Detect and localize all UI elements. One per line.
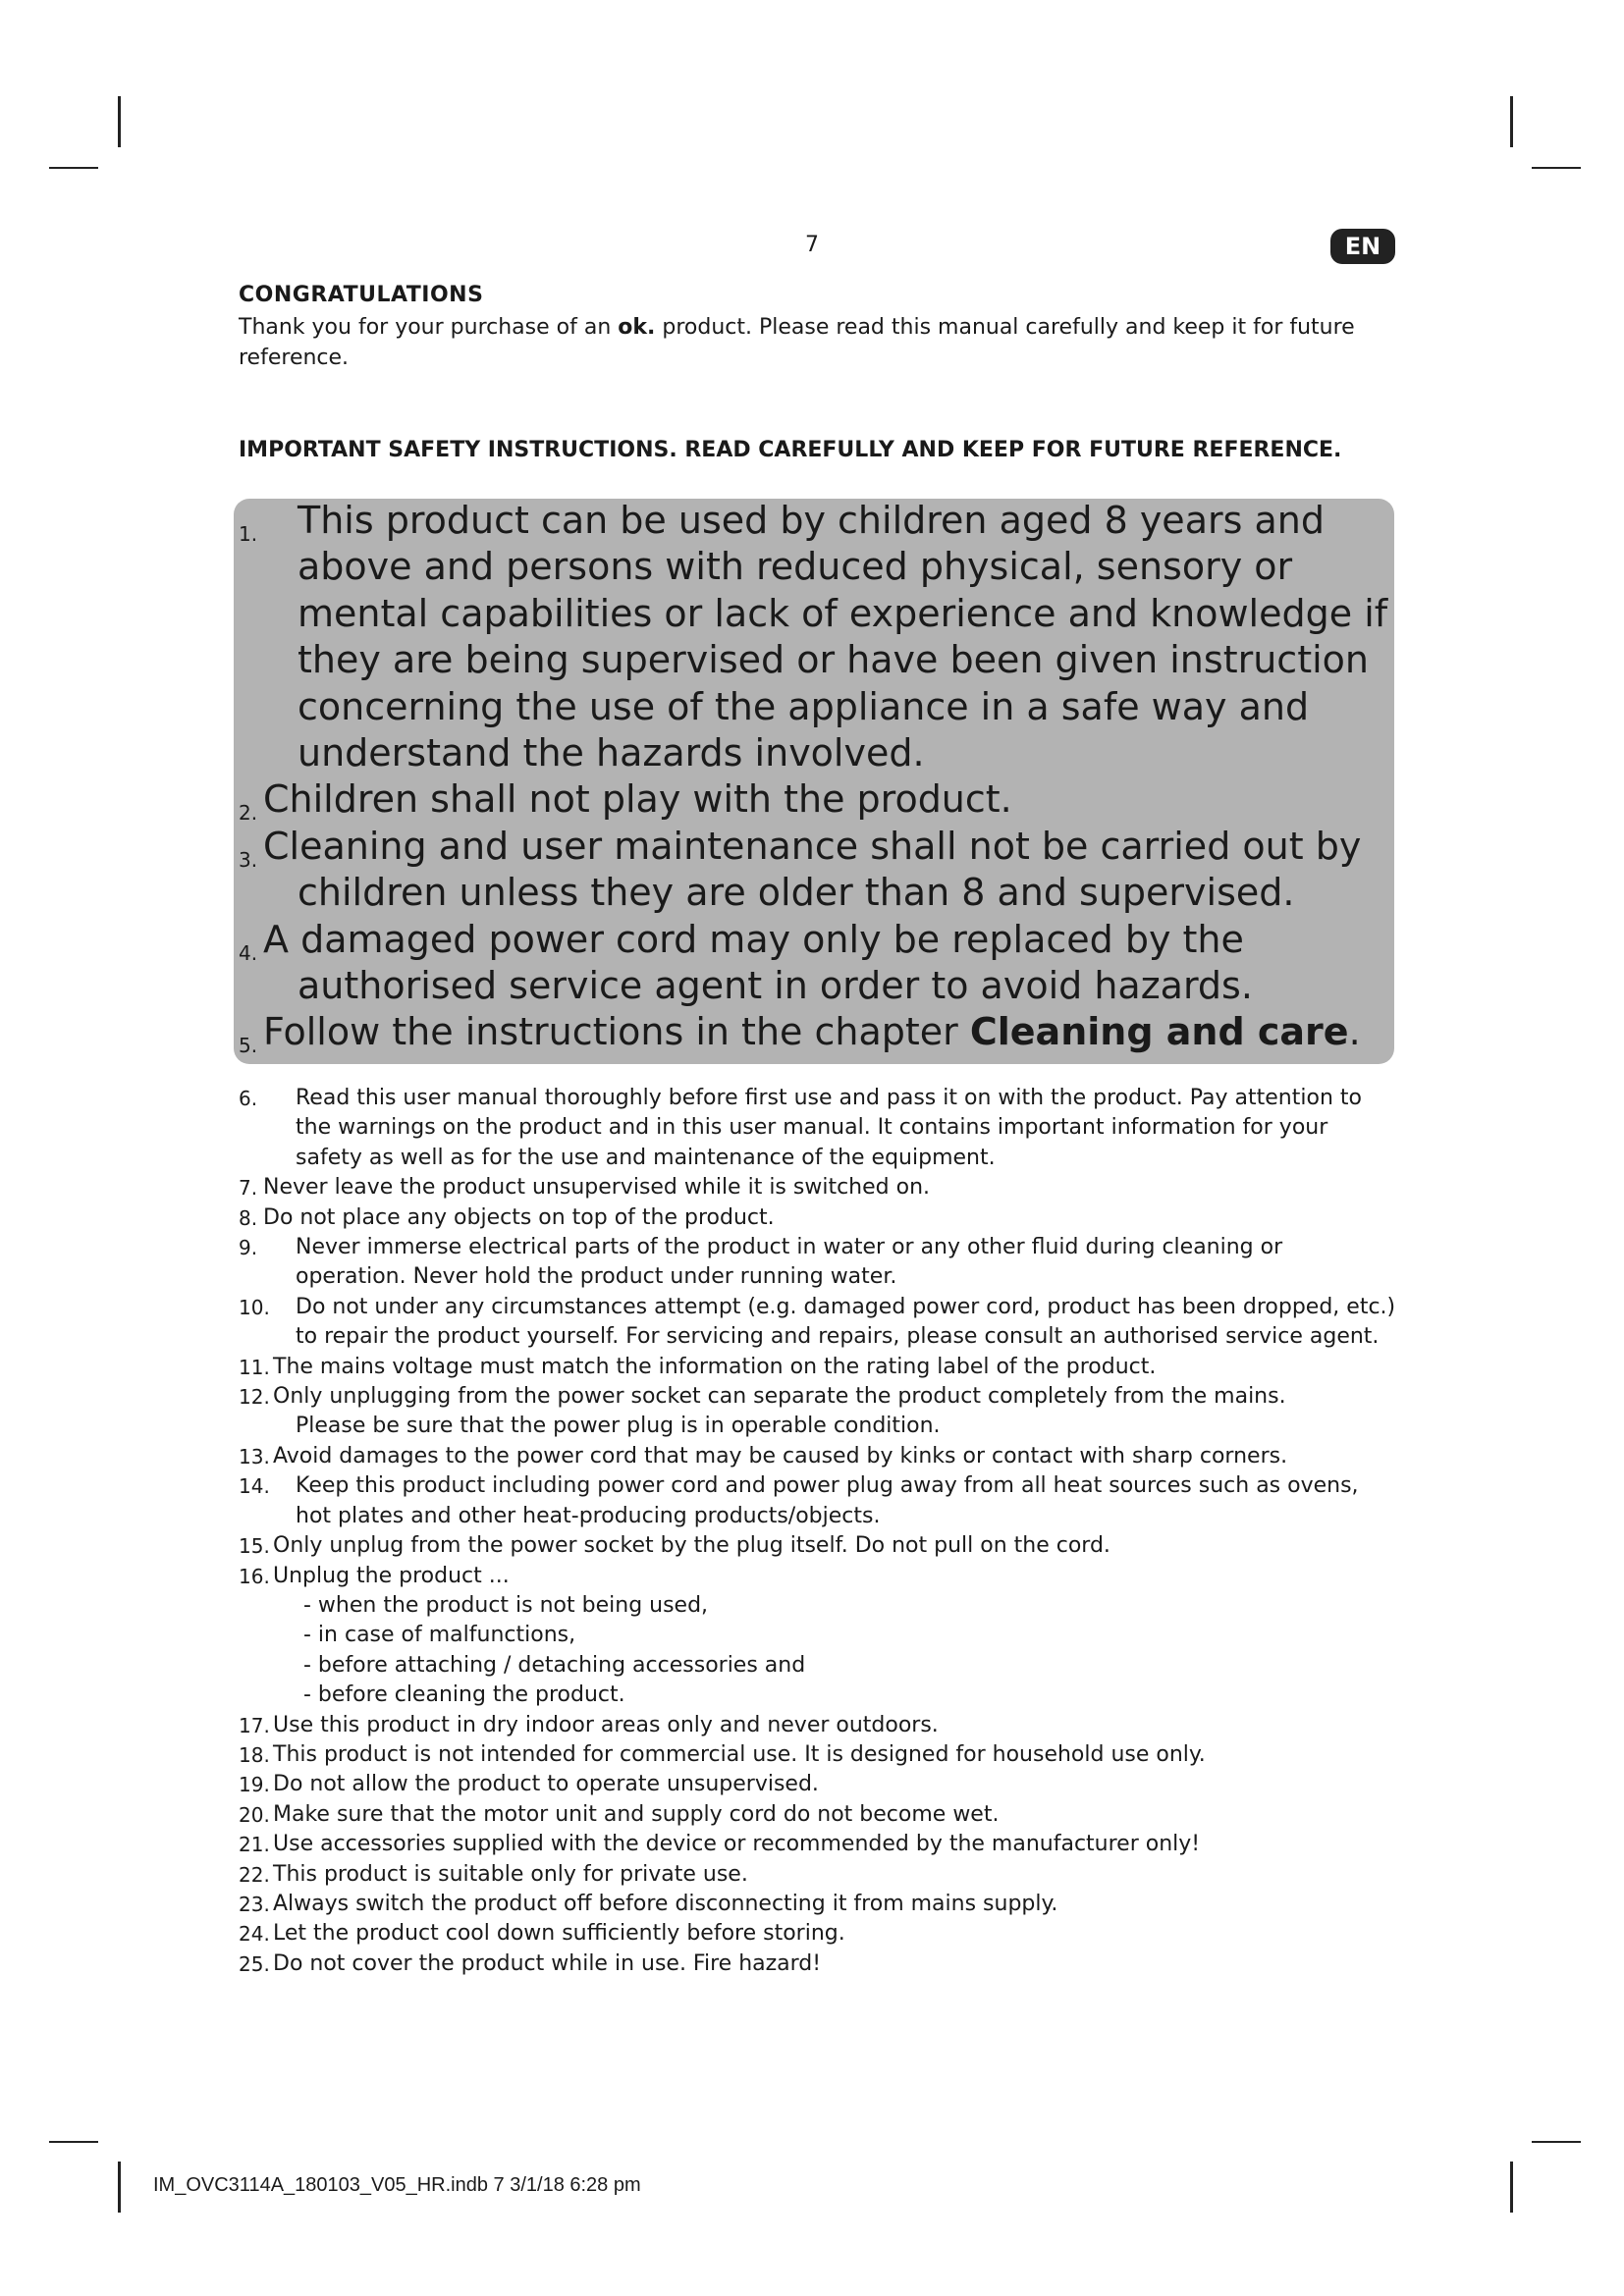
item-text: Do not under any circumstances attempt (e.g. damaged power cord, product has been dropped, etc.) to repair the product yourself. For servicing and repairs, please consult an authorised service agent. [296,1294,1396,1350]
item-number: 18. [239,1742,270,1767]
chapter-name: Cleaning and care [969,1010,1349,1054]
item-text: Unplug the product ... [273,1563,510,1588]
item-text: Never immerse electrical parts of the product in water or any other fluid during cleaning or operation. Never hold the product under running water. [296,1235,1283,1290]
list-item [239,1890,1397,1919]
item-number: 6. [239,1087,258,1110]
list-item [239,1442,1397,1471]
list-item [239,1173,1397,1202]
item-number: 13. [239,1444,270,1468]
sub-item: - in case of malfunctions, [303,1623,576,1648]
item-number: 1. [239,522,258,546]
crop-mark [1532,2141,1581,2143]
item-text: Let the product cool down sufficiently before storing. [273,1921,845,1947]
item-text: Always switch the product off before disconnecting it from mains supply. [273,1891,1058,1916]
crop-mark [49,167,98,169]
item-number: 20. [239,1802,270,1827]
list-item [239,917,1395,1010]
item-text: Do not allow the product to operate unsupervised. [273,1772,819,1797]
item-number: 19. [239,1773,270,1797]
list-item [239,1531,1397,1561]
item-text: Never leave the product unsupervised while it is switched on. [263,1175,931,1201]
text-before-chapter: Follow the instructions in the chapter [263,1010,970,1054]
list-item [239,1830,1397,1859]
item-number: 3. [239,847,258,872]
list-item [239,1382,1397,1442]
item-number: 16. [239,1564,270,1588]
list-item [239,1471,1397,1531]
item-number: 9. [239,1236,258,1260]
item-number: 12. [239,1385,270,1410]
highlighted-instructions [239,498,1395,1056]
brand-name: ok. [618,315,656,340]
list-item [239,1293,1397,1353]
item-text: The mains voltage must match the information on the rating label of the product. [273,1354,1157,1379]
list-item [239,1740,1397,1770]
sub-item: - before attaching / detaching accessories and [303,1652,806,1678]
list-item [239,1203,1397,1233]
item-number: 5. [239,1034,258,1058]
list-item [239,1800,1397,1830]
item-number: 21. [239,1833,270,1857]
item-text: Do not cover the product while in use. Fire hazard! [273,1950,822,1976]
page-number: 7 [805,233,819,257]
item-number: 7. [239,1176,258,1201]
item-line: authorised service agent in order to avoid hazards. [298,964,1253,1008]
item-line: Only unplugging from the power socket can separate the product completely from the mains. [273,1384,1286,1410]
crop-mark [1510,2162,1513,2213]
sub-item: - before cleaning the product. [303,1682,625,1708]
safety-heading: IMPORTANT SAFETY INSTRUCTIONS. READ CAREFULLY AND KEEP FOR FUTURE REFERENCE. [239,438,1342,462]
crop-mark [1532,167,1581,169]
item-text: Only unplug from the power socket by the plug itself. Do not pull on the cord. [273,1533,1110,1559]
item-text: Keep this product including power cord and power plug away from all heat sources such as ovens, hot plates and other heat-producing products/objects. [296,1473,1359,1528]
item-line: Cleaning and user maintenance shall not be carried out by [263,824,1362,868]
item-text [239,824,1395,917]
item-number: 2. [239,801,258,826]
print-footer: IM_OVC3114A_180103_V05_HR.indb 7 3/1/18 6:28 pm [153,2174,641,2196]
crop-mark [118,96,121,147]
item-line: children unless they are older than 8 and supervised. [298,871,1295,915]
list-item [239,1860,1397,1890]
list-item [239,1009,1395,1058]
item-number: 23. [239,1892,270,1916]
item-line: A damaged power cord may only be replaced by the [263,917,1244,961]
congratulations-title: CONGRATULATIONS [239,283,484,307]
item-number: 17. [239,1713,270,1737]
list-item [239,1233,1397,1293]
list-item [239,824,1395,917]
item-text: This product is not intended for commercial use. It is designed for household use only. [273,1741,1206,1767]
item-text: Use accessories supplied with the device or recommended by the manufacturer only! [273,1832,1201,1857]
item-text: Read this user manual thoroughly before first use and pass it on with the product. Pay attention to the warnings on the product and in this user manual. It contains important information for your safety as well as for the use and maintenance of the equipment. [296,1086,1362,1170]
item-text: Use this product in dry indoor areas only and never outdoors. [273,1712,939,1737]
sub-item: - when the product is not being used, [303,1592,709,1618]
crop-mark [49,2141,98,2143]
text-after-chapter: . [1348,1010,1361,1054]
list-item [239,1353,1397,1382]
congratulations-text [239,312,1397,373]
item-text: Children shall not play with the product. [263,777,1012,822]
list-item [239,1711,1397,1740]
item-number: 15. [239,1534,270,1559]
item-text: Do not place any objects on top of the product. [263,1204,775,1230]
item-number: 25. [239,1951,270,1976]
list-item [239,1770,1397,1799]
item-number: 11. [239,1355,270,1379]
item-text [239,1382,1397,1442]
item-text: Make sure that the motor unit and supply cord do not become wet. [273,1801,1000,1827]
list-item [239,1562,1397,1591]
item-number: 24. [239,1922,270,1947]
list-item [239,1949,1397,1979]
text-before-brand: Thank you for your purchase of an [239,315,619,340]
item-text: This product is suitable only for private use. [273,1861,748,1887]
item-text [239,917,1395,1010]
item-number: 22. [239,1862,270,1887]
list-item [239,1919,1397,1949]
text-after-brand: product. Please read this manual carefully and keep it for future reference. [239,315,1355,370]
item-number: 10. [239,1295,270,1319]
list-item [239,498,1395,776]
item-number: 14. [239,1474,270,1499]
list-item [239,776,1395,826]
instructions-list [239,1084,1397,1979]
item-text [239,1009,1395,1055]
crop-mark [118,2162,121,2213]
language-badge: EN [1330,229,1395,264]
item-line: Please be sure that the power plug is in operable condition. [296,1414,941,1439]
crop-mark [1510,96,1513,147]
list-item [239,1084,1397,1173]
item-text: This product can be used by children aged 8 years and above and persons with reduced physical, sensory or mental capabilities or lack of experience and knowledge if they are being supervised or have been given instruction concerning the use of the appliance in a safe way and understand the hazards involved. [298,499,1388,775]
item-text: Avoid damages to the power cord that may be caused by kinks or contact with sharp corners. [273,1443,1288,1468]
item-number: 8. [239,1205,258,1230]
item-number: 4. [239,940,258,965]
